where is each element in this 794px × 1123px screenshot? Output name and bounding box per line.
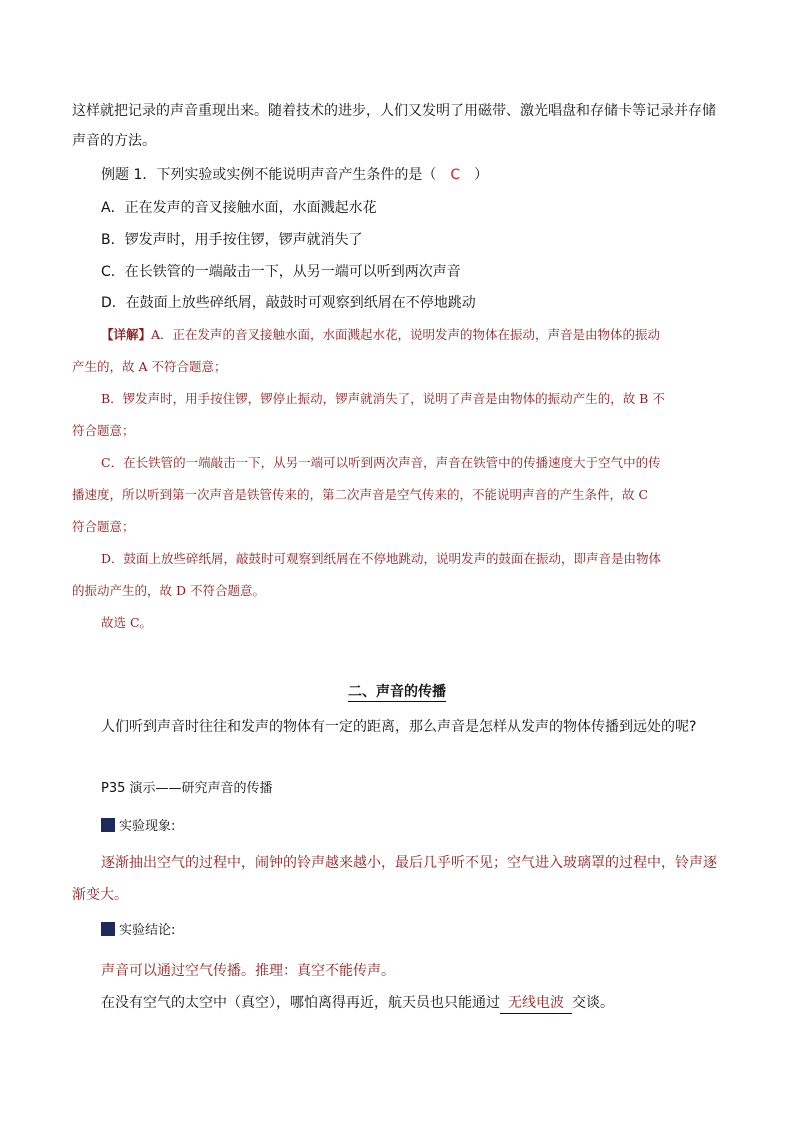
question-prefix: 例题 1．下列实验或实例不能说明声音产生条件的是（	[101, 167, 437, 183]
phenomenon-line-1: 逐渐抽出空气的过程中，闹钟的铃声越来越小，最后几乎听不见；空气进入玻璃罩的过程中，铃声逐	[101, 855, 717, 871]
phenomenon-label: 实验现象:	[119, 819, 176, 834]
option-c: C．在长铁管的一端敲击一下，从另一端可以听到两次声音	[101, 264, 461, 280]
detail-line-8: D．鼓面上放些碎纸屑，敲鼓时可观察到纸屑在不停地跳动，说明发声的鼓面在振动，即声音是由物体	[101, 551, 662, 566]
detail-line-9: 的振动产生的，故 D 不符合题意。	[72, 583, 265, 598]
detail-line-7: 符合题意；	[72, 519, 135, 534]
detail-line-1: 【详解】A．正在发声的音叉接触水面，水面溅起水花，说明发声的物体在振动，声音是由物体的振动	[101, 327, 661, 342]
intro-line-1: 这样就把记录的声音重现出来。随着技术的进步，人们又发明了用磁带、激光唱盘和存储卡等记录并存储	[72, 103, 716, 119]
detail-line-4: 符合题意；	[72, 423, 135, 438]
detail-line-3: B．锣发声时，用手按住锣，锣停止振动，锣声就消失了，说明了声音是由物体的振动产生的，故 B 不	[101, 391, 665, 406]
space-sentence: 在没有空气的太空中（真空），哪怕离得再近，航天员也只能通过 无线电波 交谈。	[101, 993, 614, 1014]
demo-title: P35 演示——研究声音的传播	[101, 781, 273, 796]
detail-line-6: 播速度，所以听到第一次声音是铁管传来的，第二次声音是空气传来的，不能说明声音的产生条件，故 C	[72, 487, 649, 502]
square-bullet-icon	[101, 818, 115, 832]
conclusion-heading	[101, 921, 175, 941]
option-d: D．在鼓面上放些碎纸屑，敲鼓时可观察到纸屑在不停地跳动	[101, 295, 476, 311]
example-question	[101, 165, 488, 185]
detail-line-5: C．在长铁管的一端敲击一下，从另一端可以听到两次声音，声音在铁管中的传播速度大于空气中的传	[101, 455, 661, 470]
conclusion-text: 声音可以通过空气传播。推理：真空不能传声。	[101, 963, 395, 979]
square-bullet-icon	[101, 922, 115, 936]
option-a: A．正在发声的音叉接触水面，水面溅起水花	[101, 200, 377, 216]
conclusion-label: 实验结论:	[119, 923, 176, 938]
detail-line-10: 故选 C。	[101, 615, 153, 630]
question-suffix: ）	[474, 167, 489, 183]
detail-tag: 【详解】	[101, 327, 152, 342]
answer-letter: C	[450, 167, 461, 183]
phenomenon-heading	[101, 817, 175, 837]
section-title: 二、声音的传播	[348, 684, 446, 700]
answer-blank: 无线电波	[500, 993, 572, 1014]
section-question: 人们听到声音时往往和发声的物体有一定的距离，那么声音是怎样从发声的物体传播到远处的呢?	[101, 719, 697, 735]
intro-line-2: 声音的方法。	[72, 133, 156, 149]
phenomenon-line-2: 渐变大。	[72, 887, 128, 903]
option-b: B．锣发声时，用手按住锣，锣声就消失了	[101, 232, 363, 248]
detail-line-2: 产生的，故 A 不符合题意；	[72, 359, 227, 374]
